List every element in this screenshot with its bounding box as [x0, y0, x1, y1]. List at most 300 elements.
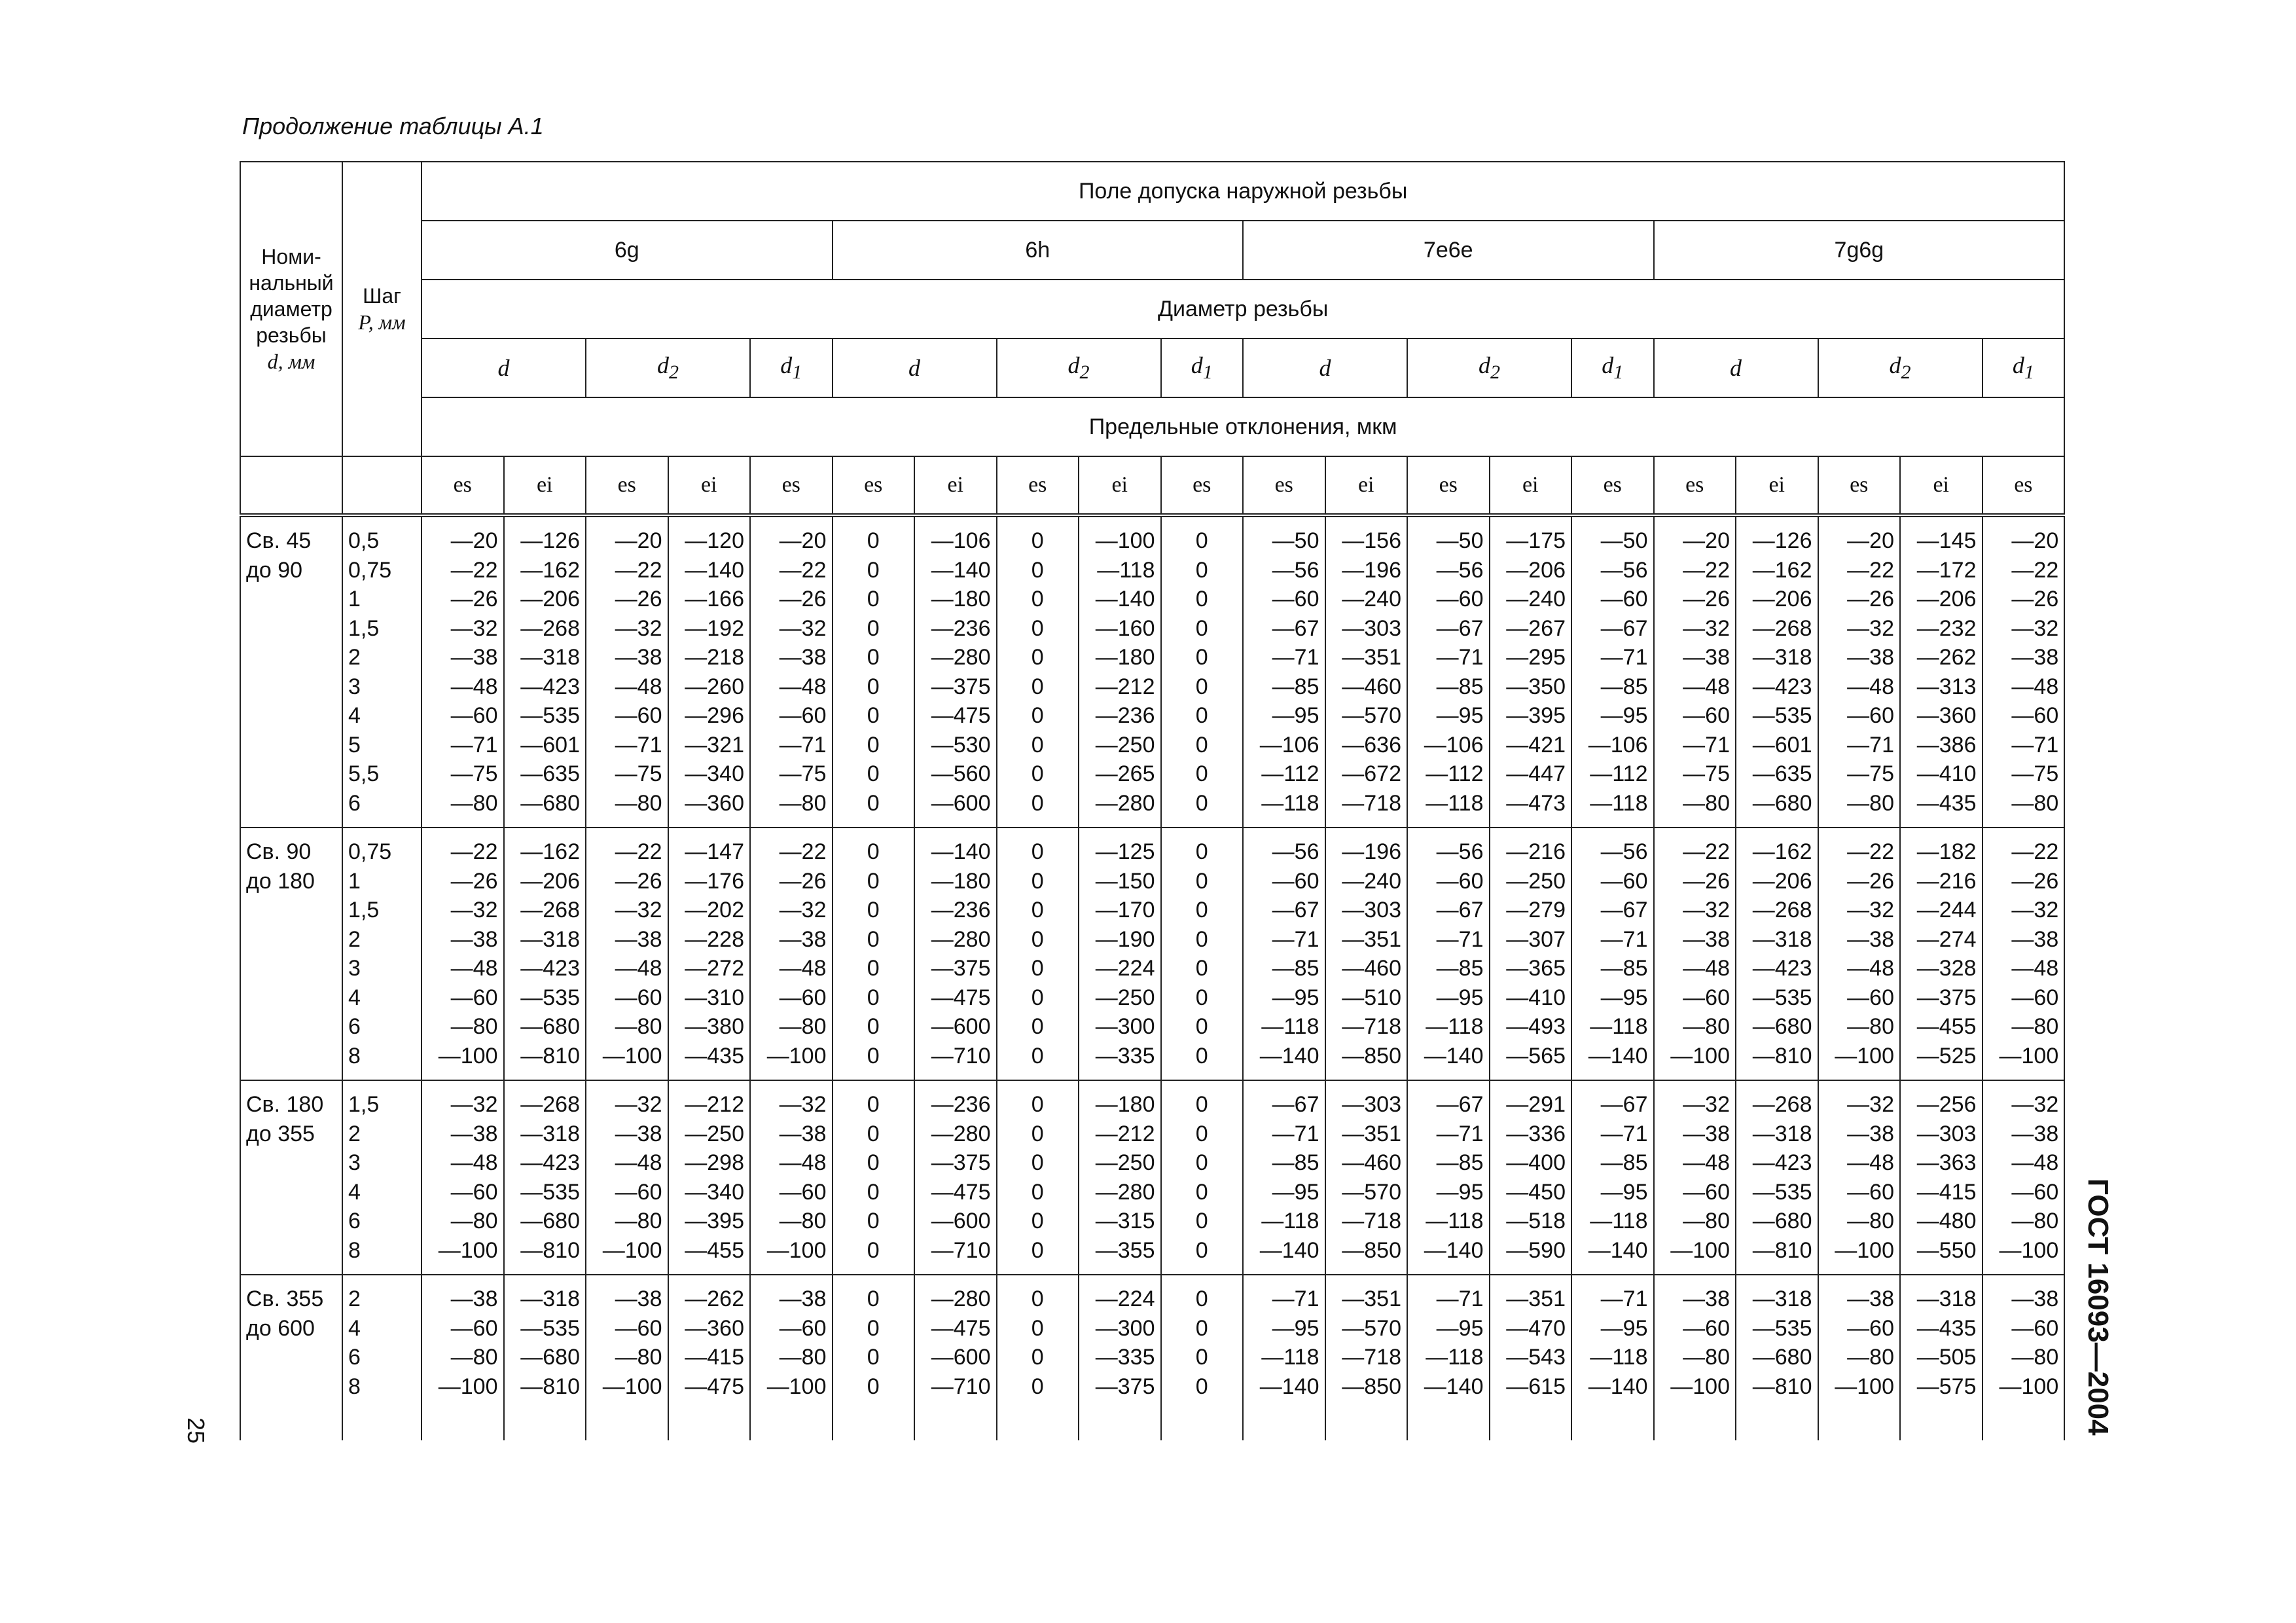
- deviation-value: —118: [1261, 1209, 1319, 1233]
- deviation-value: —298: [685, 1150, 744, 1175]
- diameter-column-header: $d_2$: [1818, 338, 1982, 397]
- deviation-value: —48: [615, 674, 662, 699]
- deviation-value: —38: [1847, 645, 1894, 670]
- deviation-value: 0: [1031, 587, 1044, 611]
- deviation-value: —570: [1342, 1179, 1401, 1205]
- deviation-value: 0: [1195, 898, 1208, 922]
- deviation-value: —244: [1916, 898, 1977, 922]
- diameter-range-line: до 600: [246, 1315, 315, 1341]
- deviation-value: —680: [1752, 1209, 1812, 1233]
- deviation-value: —810: [520, 1043, 580, 1068]
- step-value: 6: [348, 790, 361, 816]
- deviation-value: —75: [1683, 761, 1730, 786]
- deviation-value: —140: [1424, 1237, 1484, 1263]
- deviation-value: —60: [1436, 868, 1484, 894]
- deviation-value: —810: [1752, 1043, 1812, 1068]
- deviation-value: —60: [450, 703, 498, 728]
- deviation-value: —38: [1683, 1286, 1730, 1311]
- deviation-value: —236: [1095, 703, 1155, 728]
- diameter-range-line: Св. 180: [246, 1092, 324, 1117]
- deviation-value: —56: [1272, 557, 1319, 583]
- deviation-value: —80: [450, 1014, 498, 1039]
- deviation-value: —318: [1752, 1121, 1812, 1146]
- deviation-value: —32: [779, 615, 827, 641]
- diameter-range-cell: [240, 1275, 342, 1440]
- deviation-value: —100: [1999, 1374, 2059, 1399]
- deviation-value: —75: [2011, 761, 2059, 786]
- deviation-value: —67: [1272, 1092, 1319, 1117]
- deviation-cell: [1571, 1080, 1654, 1275]
- step-value: 0,75: [348, 557, 392, 583]
- deviation-value: —125: [1095, 839, 1155, 864]
- deviation-cell: [914, 515, 997, 828]
- deviation-value: —196: [1342, 839, 1401, 864]
- deviation-value: —447: [1506, 761, 1566, 786]
- deviation-cell: [1982, 515, 2065, 828]
- deviation-value: —672: [1342, 761, 1401, 786]
- deviation-value: 0: [867, 615, 880, 641]
- deviation-value: —351: [1342, 1121, 1401, 1146]
- step-value: 4: [348, 703, 361, 728]
- deviation-value: 0: [1031, 985, 1044, 1010]
- deviation-value: —162: [520, 557, 580, 583]
- deviation-value: 0: [1031, 1121, 1044, 1146]
- deviation-cell: [1736, 1080, 1818, 1275]
- deviation-value: —375: [1095, 1374, 1155, 1399]
- deviation-cell: [1900, 828, 1982, 1080]
- deviation-value: 0: [1031, 1150, 1044, 1175]
- deviation-value: —140: [1259, 1374, 1319, 1399]
- deviation-value: —50: [1272, 528, 1319, 553]
- deviation-value: —100: [1670, 1043, 1730, 1068]
- deviation-value: —38: [1683, 1121, 1730, 1146]
- deviation-value: —22: [1847, 839, 1894, 864]
- deviation-value: —80: [1847, 1345, 1894, 1370]
- deviation-value: —480: [1916, 1209, 1977, 1233]
- deviation-value: 0: [867, 898, 880, 922]
- deviation-column-header: ei: [1900, 456, 1982, 515]
- deviation-value: —100: [766, 1043, 827, 1068]
- deviation-value: —535: [1752, 985, 1812, 1010]
- deviation-value: —180: [1095, 1092, 1155, 1117]
- deviation-value: —680: [1752, 790, 1812, 816]
- deviation-value: —67: [1436, 898, 1484, 922]
- deviation-value: —303: [1342, 615, 1401, 641]
- deviation-value: —80: [1683, 790, 1730, 816]
- deviation-value: —267: [1506, 615, 1566, 641]
- deviation-value: —32: [2011, 1092, 2059, 1117]
- diameter-column-header: $d_2$: [1407, 338, 1571, 397]
- deviation-value: —38: [1683, 645, 1730, 670]
- header-line: P, мм: [358, 310, 406, 334]
- deviation-value: —75: [779, 761, 827, 786]
- deviation-value: 0: [867, 1237, 880, 1263]
- deviation-value: —60: [1272, 587, 1319, 611]
- deviation-value: —160: [1095, 615, 1155, 641]
- deviation-value: —318: [1752, 645, 1812, 670]
- deviation-value: 0: [1195, 615, 1208, 641]
- deviation-cell: [504, 1080, 586, 1275]
- deviation-value: —535: [520, 1179, 580, 1205]
- deviation-value: —38: [1847, 1286, 1894, 1311]
- deviation-value: —67: [1600, 1092, 1648, 1117]
- deviation-value: —415: [685, 1345, 744, 1370]
- deviation-cell: [833, 1275, 915, 1440]
- deviation-value: —375: [931, 956, 991, 981]
- deviation-value: —56: [1272, 839, 1319, 864]
- deviation-value: —100: [1670, 1237, 1730, 1263]
- deviation-cell: [1571, 1275, 1654, 1440]
- deviation-value: —38: [779, 645, 827, 670]
- deviation-value: —32: [1683, 615, 1730, 641]
- deviation-value: —435: [1916, 1315, 1977, 1341]
- deviation-value: —335: [1095, 1043, 1155, 1068]
- deviation-value: —318: [520, 1121, 580, 1146]
- deviation-value: —75: [1847, 761, 1894, 786]
- deviation-value: —85: [1436, 956, 1484, 981]
- deviation-value: —475: [931, 1315, 991, 1341]
- deviation-value: —95: [1272, 985, 1319, 1010]
- deviation-value: 0: [1195, 1121, 1208, 1146]
- deviation-cell: [1325, 515, 1408, 828]
- deviation-value: —95: [1272, 703, 1319, 728]
- deviation-cell: [1736, 1275, 1818, 1440]
- deviation-value: —395: [1506, 703, 1566, 728]
- deviation-value: —85: [1600, 1150, 1648, 1175]
- deviation-value: —473: [1506, 790, 1566, 816]
- deviation-value: —295: [1506, 645, 1566, 670]
- deviation-cell: [504, 1275, 586, 1440]
- deviation-value: —60: [779, 1179, 827, 1205]
- deviation-value: —100: [1999, 1237, 2059, 1263]
- deviation-value: —80: [2011, 1345, 2059, 1370]
- deviation-value: —106: [1588, 732, 1648, 757]
- deviation-value: —48: [779, 956, 827, 981]
- deviation-value: —118: [1590, 1345, 1648, 1370]
- deviation-cell: [1654, 1080, 1736, 1275]
- deviation-value: 0: [1031, 898, 1044, 922]
- deviation-column-header: ei: [914, 456, 997, 515]
- deviation-value: —32: [1683, 898, 1730, 922]
- deviation-value: —60: [1600, 868, 1648, 894]
- deviation-value: —535: [1752, 1179, 1812, 1205]
- deviation-value: —212: [1095, 1121, 1155, 1146]
- deviation-value: —236: [931, 1092, 991, 1117]
- deviation-value: 0: [867, 956, 880, 981]
- deviation-value: 0: [867, 732, 880, 757]
- deviation-value: —100: [1999, 1043, 2059, 1068]
- deviation-value: —256: [1916, 1092, 1977, 1117]
- deviation-cell: [914, 1275, 997, 1440]
- deviation-value: —80: [615, 1345, 662, 1370]
- deviation-value: —100: [602, 1237, 662, 1263]
- deviation-value: —32: [450, 615, 498, 641]
- standard-number: ГОСТ 16093—2004: [2082, 1178, 2114, 1436]
- deviation-value: 0: [1031, 926, 1044, 952]
- limit-deviations-header: Предельные отклонения, мкм: [422, 397, 2064, 456]
- deviation-value: —60: [1600, 587, 1648, 611]
- deviation-value: 0: [867, 1374, 880, 1399]
- deviation-column-header: es: [1571, 456, 1654, 515]
- deviation-value: —118: [1426, 790, 1484, 816]
- deviation-value: —85: [1272, 956, 1319, 981]
- deviation-value: 0: [1031, 1237, 1044, 1263]
- deviation-value: —363: [1916, 1150, 1977, 1175]
- deviation-value: —268: [520, 1092, 580, 1117]
- deviation-value: —48: [450, 1150, 498, 1175]
- deviation-value: 0: [1195, 1286, 1208, 1311]
- step-value: 1,5: [348, 1092, 380, 1117]
- deviation-value: —680: [1752, 1014, 1812, 1039]
- field-header: 7g6g: [1654, 221, 2065, 280]
- deviation-value: —71: [1600, 1286, 1648, 1311]
- deviation-value: —20: [1683, 528, 1730, 553]
- diameter-column-header: d: [422, 338, 586, 397]
- deviation-value: —140: [1588, 1043, 1648, 1068]
- deviation-cell: [997, 515, 1079, 828]
- deviation-value: —56: [1436, 557, 1484, 583]
- step-value: 3: [348, 674, 361, 699]
- deviation-value: —718: [1342, 790, 1401, 816]
- deviation-value: —22: [2011, 839, 2059, 864]
- table-row: [240, 1275, 2064, 1440]
- deviation-value: —80: [1683, 1345, 1730, 1370]
- deviation-value: —38: [1683, 926, 1730, 952]
- deviation-value: —26: [779, 587, 827, 611]
- step-value: 5: [348, 732, 361, 757]
- deviation-value: 0: [1195, 1014, 1208, 1039]
- deviation-cell: [1900, 1275, 1982, 1440]
- deviation-column-header: ei: [1079, 456, 1161, 515]
- deviation-value: —95: [1600, 1179, 1648, 1205]
- deviation-value: —118: [1097, 557, 1155, 583]
- deviation-value: —680: [520, 1014, 580, 1039]
- deviation-value: —56: [1600, 557, 1648, 583]
- deviation-value: —22: [1683, 557, 1730, 583]
- deviation-value: —118: [1426, 1014, 1484, 1039]
- deviation-value: —710: [931, 1237, 991, 1263]
- deviation-column-header: es: [750, 456, 833, 515]
- deviation-value: —32: [779, 1092, 827, 1117]
- deviation-value: 0: [867, 1209, 880, 1233]
- deviation-cell: [1079, 515, 1161, 828]
- deviation-value: —140: [931, 839, 991, 864]
- deviation-value: —32: [1847, 1092, 1894, 1117]
- deviation-column-header: es: [997, 456, 1079, 515]
- tolerance-field-header: Поле допуска наружной резьбы: [422, 162, 2064, 221]
- deviation-value: —118: [1261, 1345, 1319, 1370]
- deviation-value: —71: [1436, 645, 1484, 670]
- deviation-value: —240: [1506, 587, 1566, 611]
- deviation-column-header: es: [1243, 456, 1325, 515]
- deviation-value: —50: [1600, 528, 1648, 553]
- deviation-value: —60: [615, 703, 662, 728]
- deviation-value: —560: [931, 761, 991, 786]
- deviation-table: [240, 161, 2065, 1440]
- deviation-value: —268: [1752, 898, 1812, 922]
- deviation-value: 0: [867, 557, 880, 583]
- deviation-value: —274: [1916, 926, 1977, 952]
- deviation-value: —67: [1600, 615, 1648, 641]
- deviation-cell: [668, 1080, 751, 1275]
- deviation-value: —170: [1095, 898, 1155, 922]
- deviation-cell: [586, 1275, 668, 1440]
- deviation-value: —206: [1916, 587, 1977, 611]
- deviation-value: —680: [520, 790, 580, 816]
- deviation-value: —100: [1835, 1237, 1894, 1263]
- deviation-value: —475: [685, 1374, 744, 1399]
- deviation-value: —310: [685, 985, 744, 1010]
- deviation-cell: [1654, 828, 1736, 1080]
- deviation-value: —32: [2011, 898, 2059, 922]
- deviation-cell: [1490, 1080, 1572, 1275]
- deviation-value: —435: [685, 1043, 744, 1068]
- step-value: 4: [348, 1179, 361, 1205]
- deviation-value: —60: [450, 985, 498, 1010]
- deviation-value: 0: [867, 761, 880, 786]
- deviation-value: —48: [450, 674, 498, 699]
- deviation-value: —216: [1916, 868, 1977, 894]
- deviation-value: —303: [1342, 1092, 1401, 1117]
- deviation-value: —240: [1342, 587, 1401, 611]
- deviation-value: —850: [1342, 1237, 1401, 1263]
- step-value: 8: [348, 1237, 361, 1263]
- deviation-value: —100: [1095, 528, 1155, 553]
- deviation-value: —26: [1847, 587, 1894, 611]
- deviation-value: —26: [450, 868, 498, 894]
- deviation-value: 0: [867, 1043, 880, 1068]
- deviation-value: —280: [931, 1121, 991, 1146]
- step-value: 4: [348, 1315, 361, 1341]
- deviation-value: —224: [1095, 956, 1155, 981]
- deviation-value: 0: [1031, 615, 1044, 641]
- deviation-value: —410: [1506, 985, 1566, 1010]
- deviation-value: —48: [779, 674, 827, 699]
- deviation-value: —71: [1436, 926, 1484, 952]
- deviation-value: —60: [615, 985, 662, 1010]
- deviation-value: —565: [1506, 1043, 1566, 1068]
- deviation-cell: [1490, 515, 1572, 828]
- deviation-column-header: ei: [1325, 456, 1408, 515]
- deviation-value: —455: [685, 1237, 744, 1263]
- step-value: 8: [348, 1043, 361, 1068]
- deviation-value: —56: [1436, 839, 1484, 864]
- deviation-cell: [1490, 1275, 1572, 1440]
- deviation-value: —455: [1916, 1014, 1977, 1039]
- deviation-value: —80: [779, 1345, 827, 1370]
- deviation-value: —510: [1342, 985, 1401, 1010]
- deviation-value: —71: [1272, 1286, 1319, 1311]
- deviation-value: —20: [1847, 528, 1894, 553]
- diameter-column-header: d: [833, 338, 997, 397]
- deviation-value: —75: [615, 761, 662, 786]
- deviation-value: —80: [1683, 1014, 1730, 1039]
- deviation-value: 0: [1031, 557, 1044, 583]
- deviation-value: —60: [2011, 703, 2059, 728]
- deviation-value: 0: [1031, 1043, 1044, 1068]
- deviation-value: —80: [1847, 790, 1894, 816]
- deviation-value: —60: [2011, 985, 2059, 1010]
- header-line: диаметр: [250, 297, 332, 321]
- deviation-value: —32: [779, 898, 827, 922]
- deviation-value: —100: [438, 1237, 498, 1263]
- step-value: 8: [348, 1374, 361, 1399]
- deviation-value: —118: [1590, 790, 1648, 816]
- deviation-value: —635: [520, 761, 580, 786]
- deviation-value: —48: [2011, 1150, 2059, 1175]
- deviation-value: —530: [931, 732, 991, 757]
- deviation-value: —180: [931, 587, 991, 611]
- deviation-value: 0: [1031, 645, 1044, 670]
- diameter-column-header: $d_1$: [1161, 338, 1244, 397]
- deviation-value: —421: [1506, 732, 1566, 757]
- deviation-column-header: es: [1161, 456, 1244, 515]
- deviation-value: —48: [1683, 956, 1730, 981]
- deviation-value: —423: [520, 956, 580, 981]
- deviation-value: —38: [1847, 1121, 1894, 1146]
- deviation-value: —67: [1436, 615, 1484, 641]
- deviation-value: —590: [1506, 1237, 1566, 1263]
- deviation-value: 0: [1031, 674, 1044, 699]
- deviation-value: —48: [1847, 956, 1894, 981]
- deviation-cell: [1571, 515, 1654, 828]
- step-value: 2: [348, 1286, 361, 1311]
- deviation-value: —636: [1342, 732, 1401, 757]
- deviation-value: —80: [1683, 1209, 1730, 1233]
- deviation-value: —710: [931, 1043, 991, 1068]
- deviation-value: —48: [1847, 674, 1894, 699]
- deviation-cell: [750, 1080, 833, 1275]
- deviation-value: —162: [520, 839, 580, 864]
- deviation-value: 0: [1031, 1092, 1044, 1117]
- deviation-value: —718: [1342, 1209, 1401, 1233]
- deviation-value: 0: [1031, 868, 1044, 894]
- deviation-value: —71: [1272, 1121, 1319, 1146]
- deviation-value: —718: [1342, 1345, 1401, 1370]
- deviation-cell: [997, 1080, 1079, 1275]
- deviation-value: —280: [931, 1286, 991, 1311]
- deviation-value: —100: [1670, 1374, 1730, 1399]
- deviation-value: —206: [520, 868, 580, 894]
- deviation-cell: [1818, 515, 1901, 828]
- step-value: 3: [348, 956, 361, 981]
- deviation-value: 0: [1031, 1014, 1044, 1039]
- deviation-value: —60: [1847, 703, 1894, 728]
- deviation-value: —48: [1683, 674, 1730, 699]
- deviation-value: —80: [1847, 1209, 1894, 1233]
- deviation-value: 0: [1031, 790, 1044, 816]
- deviation-value: —543: [1506, 1345, 1566, 1370]
- deviation-value: —140: [685, 557, 744, 583]
- step-cell: [342, 515, 422, 828]
- deviation-value: —140: [1095, 587, 1155, 611]
- deviation-value: —410: [1916, 761, 1977, 786]
- deviation-value: —423: [520, 674, 580, 699]
- field-header: 6h: [833, 221, 1244, 280]
- thread-diameter-header: Диаметр резьбы: [422, 280, 2064, 338]
- deviation-value: —48: [1683, 1150, 1730, 1175]
- deviation-value: —60: [1683, 1179, 1730, 1205]
- deviation-value: —150: [1095, 868, 1155, 894]
- deviation-value: —32: [1847, 615, 1894, 641]
- header-line: нальный: [249, 271, 334, 295]
- deviation-value: —20: [779, 528, 827, 553]
- deviation-value: 0: [1031, 528, 1044, 553]
- deviation-value: —26: [2011, 587, 2059, 611]
- step-value: 1,5: [348, 898, 380, 922]
- deviation-value: —80: [450, 1345, 498, 1370]
- diameter-range-cell: [240, 1080, 342, 1275]
